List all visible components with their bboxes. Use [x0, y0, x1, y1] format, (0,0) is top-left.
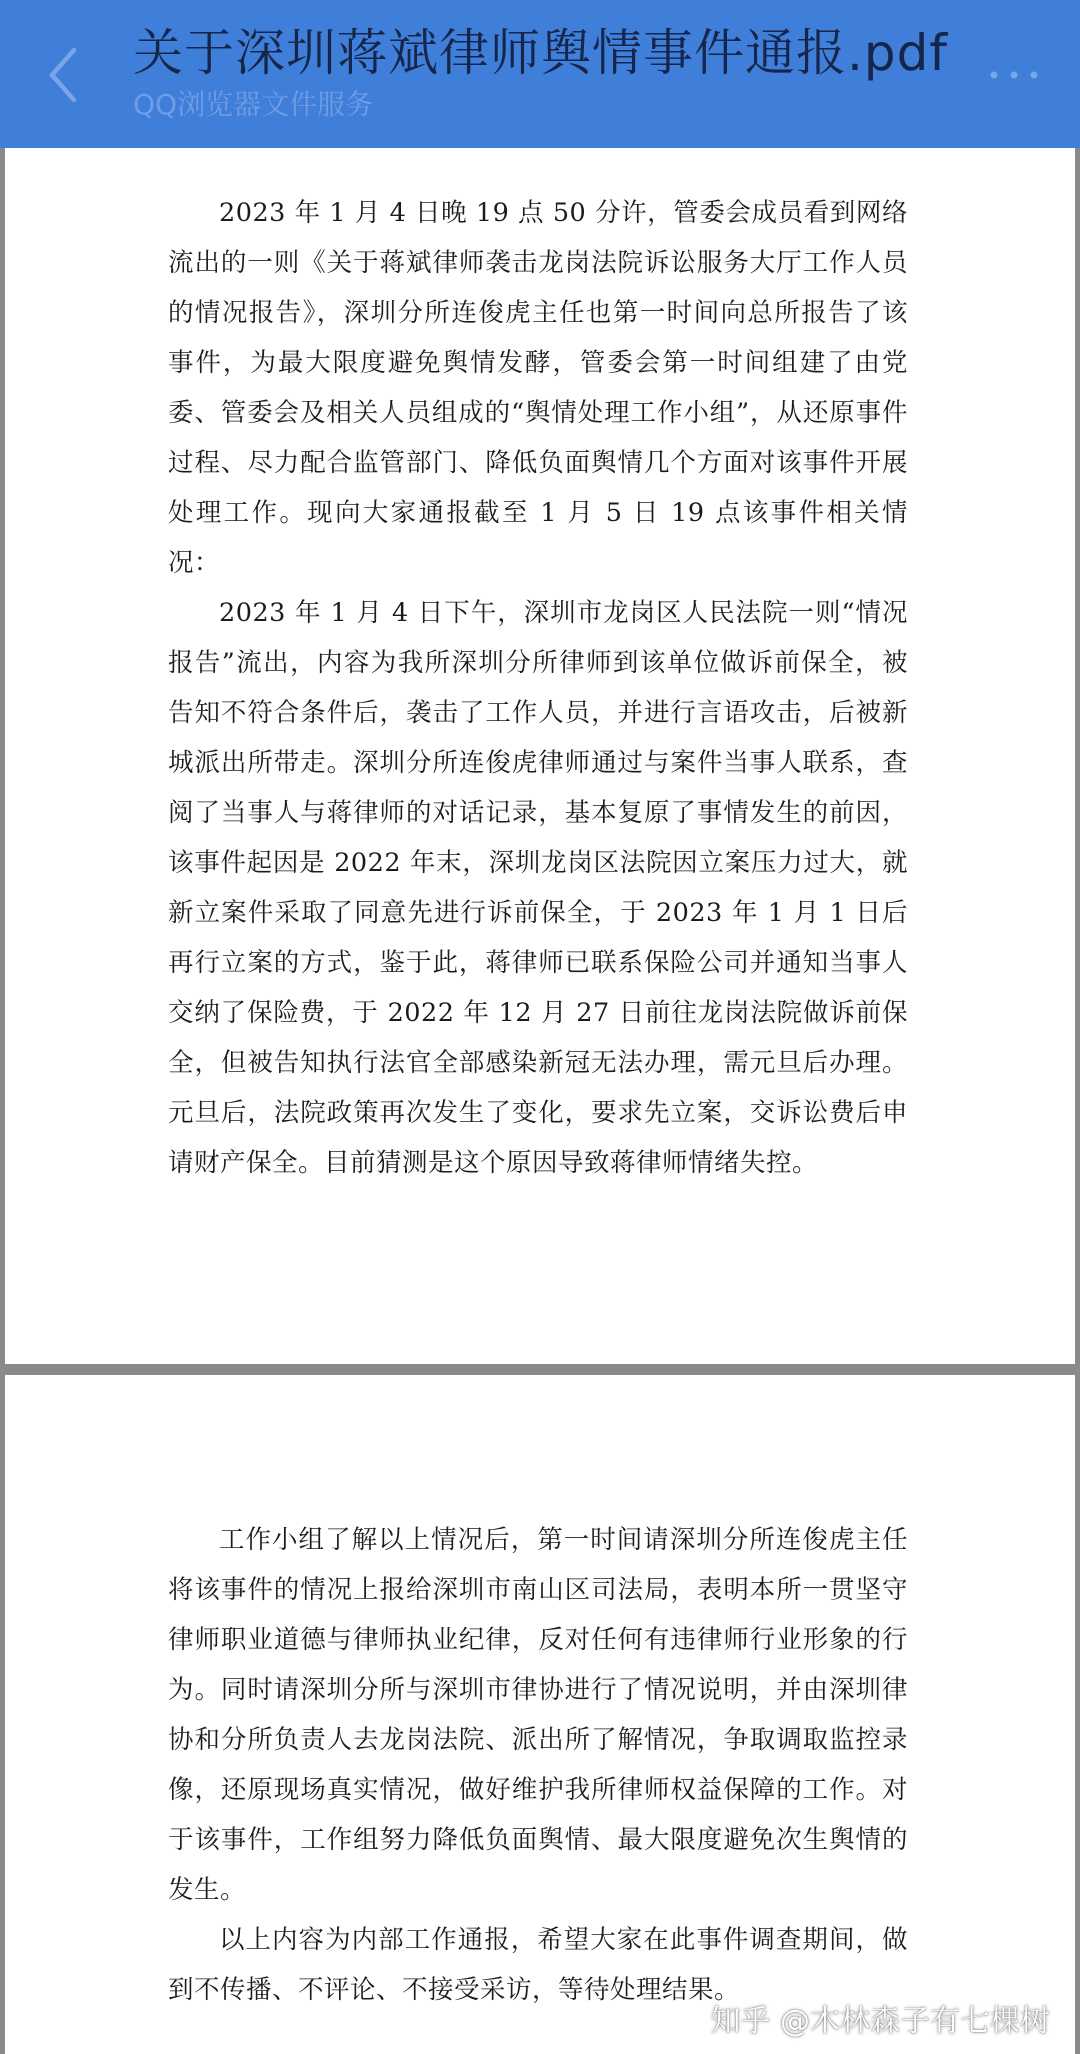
- paragraph: 2023 年 1 月 4 日下午，深圳市龙岗区人民法院一则“情况报告”流出，内容为我所深圳分所律师到该单位做诉前保全，被告知不符合条件后，袭击了工作人员，并进行言语攻击，后被新城派出所带走。深圳分所连俊虎律师通过与案件当事人联系，查阅了当事人与蒋律师的对话记录，基本复原了事情发生的前因，该事件起因是 2022 年末，深圳龙岗区法院因立案压力过大，就新立案件采取了同意先进行诉前保全，于 2023 年 1 月 1 日后再行立案的方式，鉴于此，蒋律师已联系保险公司并通知当事人交纳了保险费，于 2022 年 12 月 27 日前往龙岗法院做诉前保全，但被告知执行法官全部感染新冠无法办理，需元旦后办理。元旦后，法院政策再次发生了变化，要求先立案，交诉讼费后申请财产保全。目前猜测是这个原因导致蒋律师情绪失控。: [168, 598, 908, 1178]
- zhihu-watermark: 知乎 @木林森子有七棵树: [710, 2004, 1050, 2039]
- document-title: 关于深圳蒋斌律师舆情事件通报.pdf: [133, 24, 948, 82]
- paragraph: 工作小组了解以上情况后，第一时间请深圳分所连俊虎主任将该事件的情况上报给深圳市南山区司法局，表明本所一贯坚守律师职业道德与律师执业纪律，反对任何有违律师行业形象的行为。同时请深圳分所与深圳市律协进行了情况说明，并由深圳律协和分所负责人去龙岗法院、派出所了解情况，争取调取监控录像，还原现场真实情况，做好维护我所律师权益保障的工作。对于该事件，工作组努力降低负面舆情、最大限度避免次生舆情的发生。: [168, 1525, 908, 1905]
- app-header: [0, 0, 1080, 148]
- paragraph: 以上内容为内部工作通报，希望大家在此事件调查期间，做到不传播、不评论、不接受采访，等待处理结果。: [168, 1925, 908, 2005]
- more-button[interactable]: [984, 60, 1044, 90]
- paragraph: 2023 年 1 月 4 日晚 19 点 50 分许，管委会成员看到网络流出的一则《关于蒋斌律师袭击龙岗法院诉讼服务大厅工作人员的情况报告》，深圳分所连俊虎主任也第一时间向总所报告了该事件，为最大限度避免舆情发酵，管委会第一时间组建了由党委、管委会及相关人员组成的“舆情处理工作小组”，从还原事件过程、尽力配合监管部门、降低负面舆情几个方面对该事件开展处理工作。现向大家通报截至 1 月 5 日 19 点该事件相关情况：: [168, 198, 908, 578]
- back-button[interactable]: [40, 40, 90, 110]
- more-horizontal-icon: [984, 60, 1044, 90]
- document-subtitle: QQ浏览器文件服务: [133, 88, 374, 121]
- pdf-page[interactable]: [5, 1375, 1075, 2054]
- chevron-left-icon: [40, 40, 90, 110]
- pdf-page[interactable]: [5, 148, 1075, 1364]
